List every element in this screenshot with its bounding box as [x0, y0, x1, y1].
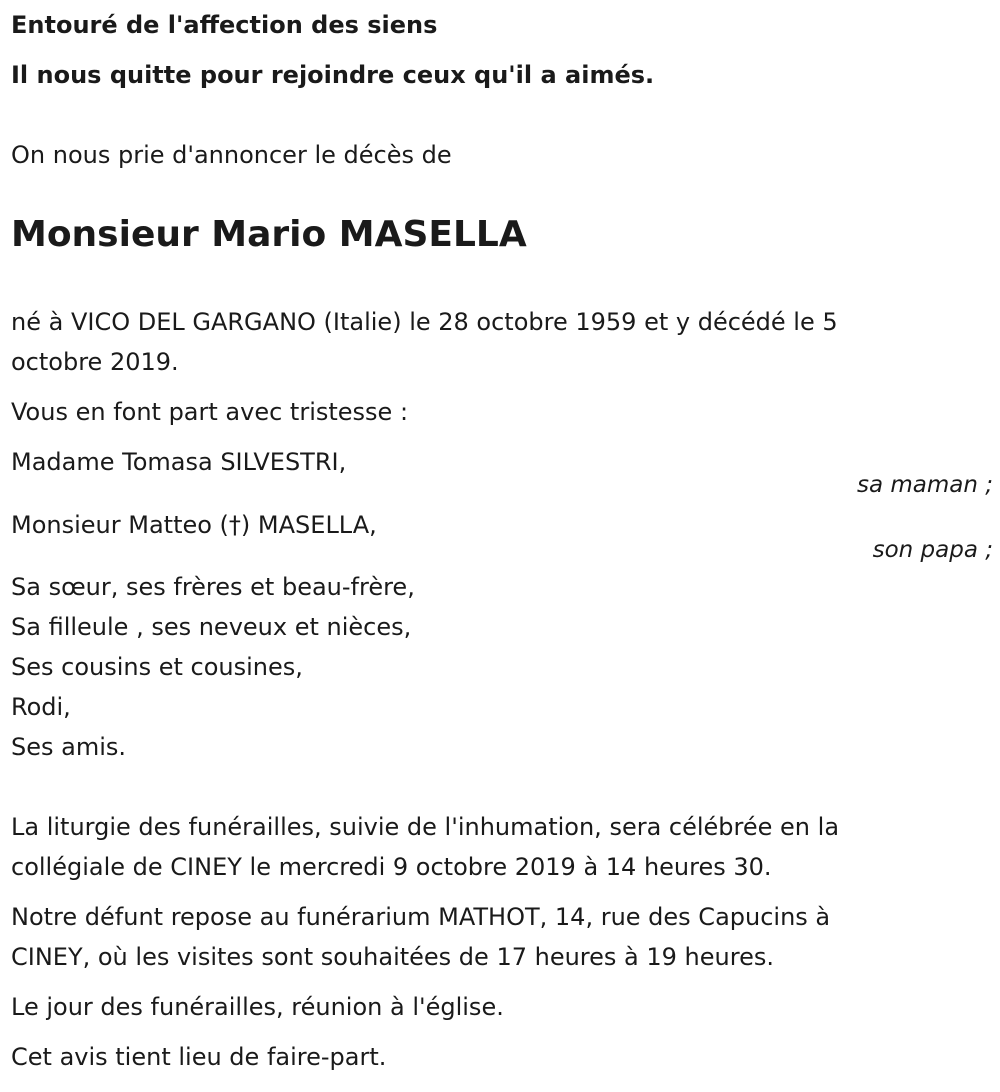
family-member-father: Monsieur Matteo (†) MASELLA,: [11, 511, 377, 539]
deceased-name: Monsieur Mario MASELLA: [11, 214, 527, 255]
closing-text: Cet avis tient lieu de faire-part.: [11, 1043, 387, 1071]
relation-mother: sa maman ;: [856, 472, 993, 498]
funeral-line-1: La liturgie des funérailles, suivie de l'inhumation, sera célébrée en la: [11, 813, 840, 841]
meeting-text: Le jour des funérailles, réunion à l'église.: [11, 993, 504, 1021]
intro-text: On nous prie d'annoncer le décès de: [11, 141, 452, 169]
relation-father: son papa ;: [872, 537, 993, 563]
relatives-line-1: Sa sœur, ses frères et beau-frère,: [11, 573, 415, 601]
family-member-mother: Madame Tomasa SILVESTRI,: [11, 448, 347, 476]
visitation-line-2: CINEY, où les visites sont souhaitées de 17 heures à 19 heures.: [11, 943, 774, 971]
funeral-line-2: collégiale de CINEY le mercredi 9 octobre 2019 à 14 heures 30.: [11, 853, 772, 881]
relatives-line-5: Ses amis.: [11, 733, 127, 761]
announcement-text: Vous en font part avec tristesse :: [11, 398, 409, 426]
relatives-line-2: Sa filleule , ses neveux et nièces,: [11, 613, 412, 641]
birth-death-line-1: né à VICO DEL GARGANO (Italie) le 28 octobre 1959 et y décédé le 5: [11, 308, 838, 336]
header-line-1: Entouré de l'affection des siens: [11, 11, 438, 39]
header-line-2: Il nous quitte pour rejoindre ceux qu'il a aimés.: [11, 61, 655, 89]
visitation-line-1: Notre défunt repose au funérarium MATHOT, 14, rue des Capucins à: [11, 903, 831, 931]
relatives-line-3: Ses cousins et cousines,: [11, 653, 303, 681]
relatives-line-4: Rodi,: [11, 693, 71, 721]
birth-death-line-2: octobre 2019.: [11, 348, 179, 376]
